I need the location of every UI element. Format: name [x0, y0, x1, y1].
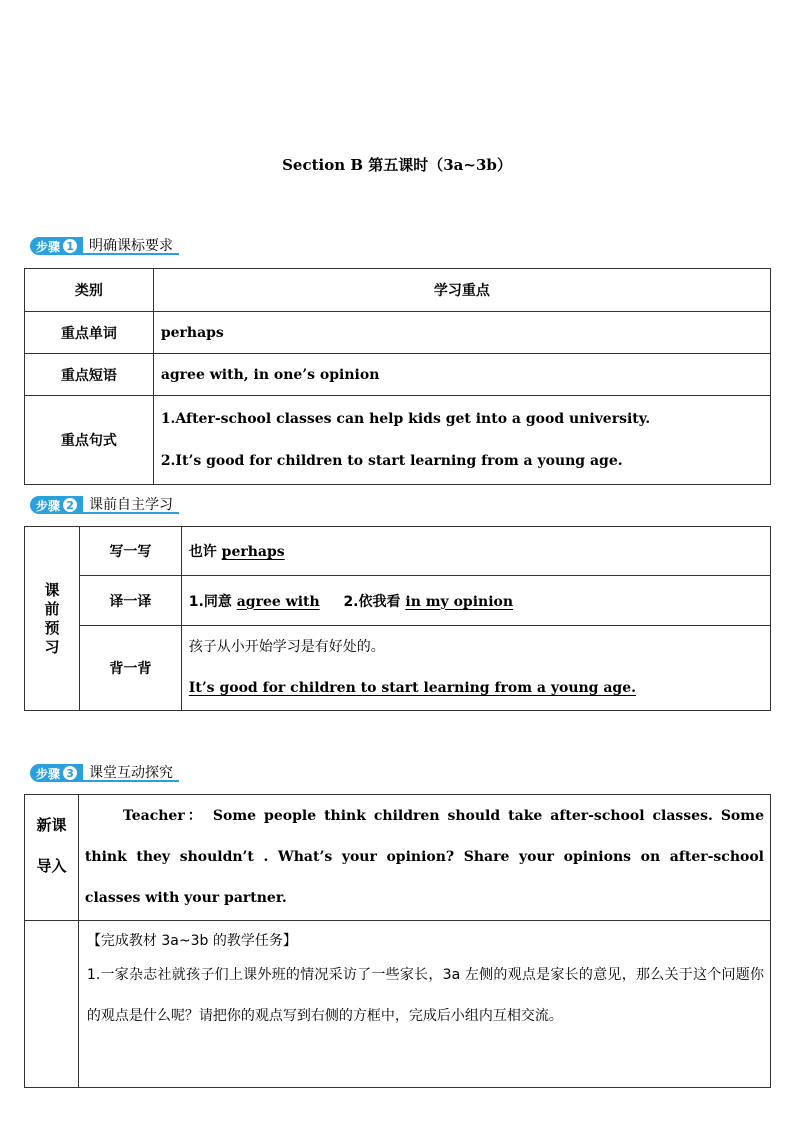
- table-row: [25, 312, 771, 354]
- step-3-badge: [30, 764, 83, 782]
- table-row: [25, 626, 771, 711]
- table-row: [25, 795, 771, 921]
- row-category: 重点单词: [25, 312, 154, 354]
- step-3-label: 课堂互动探究: [83, 764, 179, 782]
- translate-prompt-1: 1.同意: [188, 593, 237, 610]
- step-3-number: 3: [63, 766, 77, 780]
- step-2-label: 课前自主学习: [83, 496, 179, 514]
- sentence-1: 1.After-school classes can help kids get into a good university.: [160, 411, 651, 427]
- table-row: [25, 527, 771, 576]
- table-row: [25, 354, 771, 396]
- write-label: 写一写: [79, 527, 181, 576]
- header-category: 类别: [25, 269, 154, 312]
- sentences-cell: [153, 396, 770, 485]
- write-answer: perhaps: [221, 544, 285, 560]
- sentence-2: 2.It’s good for children to start learning from a young age.: [160, 453, 623, 469]
- write-prompt: 也许: [188, 544, 222, 560]
- row-content: agree with, in one’s opinion: [153, 354, 770, 396]
- classroom-table: [24, 794, 771, 1088]
- intro-label: 新课 导入: [25, 795, 79, 921]
- table-header-row: [25, 269, 771, 312]
- table-row: [25, 576, 771, 626]
- translate-prompt-2: 2.依我看: [343, 593, 406, 610]
- step-2-header: [30, 495, 179, 515]
- translate-answer-2: in my opinion: [405, 593, 514, 610]
- step-2-badge-text: 步骤: [36, 498, 61, 513]
- recite-prompt: 孩子从小开始学习是有好处的。: [188, 639, 385, 655]
- row-category: 重点句式: [25, 396, 154, 485]
- row-content: perhaps: [153, 312, 770, 354]
- intro-text: Teacher： Some people think children should take after-school classes. Some think they shouldn’t . What’s your opinion? Share your opinions on after-school classes with your partner.: [78, 795, 770, 921]
- table-row: [25, 396, 771, 485]
- header-focus: 学习重点: [153, 269, 770, 312]
- step-1-header: [30, 236, 179, 256]
- task-title: 【完成教材 3a~3b 的教学任务】: [86, 933, 297, 949]
- translate-label: 译一译: [79, 576, 181, 626]
- recite-cell: [181, 626, 770, 711]
- task-cell: [78, 921, 770, 1088]
- translate-cell: [181, 576, 770, 626]
- step-2-number: 2: [63, 498, 77, 512]
- step-1-badge: [30, 237, 83, 255]
- translate-answer-1: agree with: [236, 593, 320, 610]
- recite-label: 背一背: [79, 626, 181, 711]
- step-2-badge: [30, 496, 83, 514]
- learning-goals-table: [24, 268, 771, 485]
- row-category: 重点短语: [25, 354, 154, 396]
- step-1-badge-text: 步骤: [36, 239, 61, 254]
- write-cell: [181, 527, 770, 576]
- step-3-badge-text: 步骤: [36, 766, 61, 781]
- recite-answer: It’s good for children to start learning from a young age.: [188, 680, 636, 696]
- step-3-header: [30, 763, 179, 783]
- step-1-label: 明确课标要求: [83, 237, 179, 255]
- page-title: Section B 第五课时（3a~3b）: [282, 156, 512, 174]
- preview-table: [24, 526, 771, 711]
- preview-side-label: 课 前 预 习: [25, 527, 80, 711]
- table-row: [25, 921, 771, 1088]
- step-1-number: 1: [63, 239, 77, 253]
- task-text: 1.一家杂志社就孩子们上课外班的情况采访了一些家长，3a 左侧的观点是家长的意见，那么关于这个问题你的观点是什么呢？请把你的观点写到右侧的方框中，完成后小组内互相交流。: [86, 967, 764, 1024]
- task-label-cell: [25, 921, 79, 1088]
